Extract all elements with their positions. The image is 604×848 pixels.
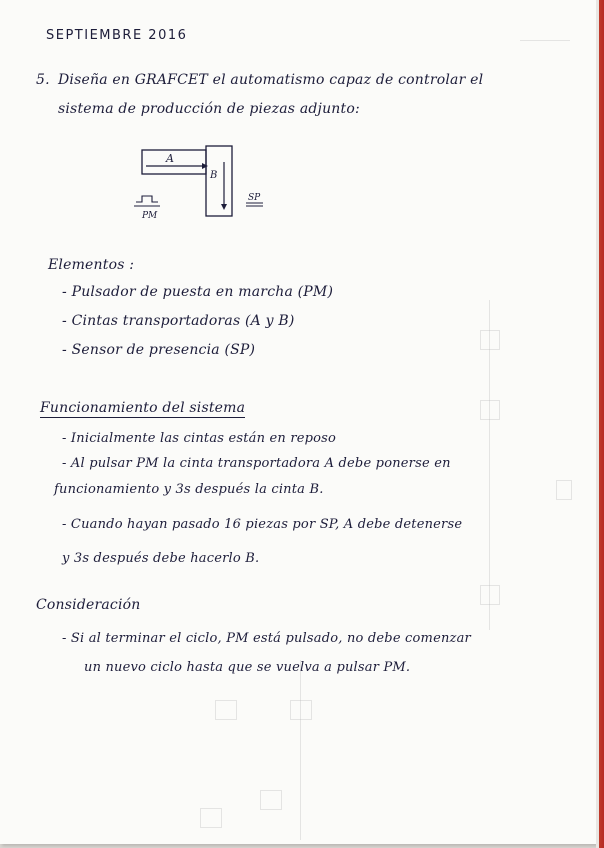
functioning-item-start-line-1: - Al pulsar PM la cinta transportadora A debe ponerse en <box>62 456 451 471</box>
elements-item-sensor: - Sensor de presencia (SP) <box>62 342 256 358</box>
sensor-sp-label: SP <box>248 193 261 203</box>
functioning-heading <box>40 400 245 416</box>
functioning-heading-text: Funcionamiento del sistema <box>40 400 246 416</box>
conveyor-b-arrowhead <box>221 204 227 210</box>
pushbutton-pm-symbol <box>136 196 158 202</box>
problem-number: 5. <box>36 72 50 88</box>
elements-item-pm: - Pulsador de puesta en marcha (PM) <box>62 284 334 300</box>
functioning-item-stop-line-1: - Cuando hayan pasado 16 piezas por SP, A debe detenerse <box>62 517 463 532</box>
functioning-item-stop-line-2: y 3s después debe hacerlo B. <box>62 551 260 566</box>
problem-statement-line-1: Diseña en GRAFCET el automatismo capaz de controlar el <box>58 72 484 88</box>
conveyor-a-box <box>142 150 206 174</box>
functioning-item-initial: - Inicialmente las cintas están en reposo <box>62 431 337 446</box>
conveyor-a-label: A <box>166 152 174 165</box>
page-date: SEPTIEMBRE 2016 <box>46 28 188 43</box>
considerations-heading: Consideración <box>36 597 141 613</box>
functioning-item-start-line-2: funcionamiento y 3s después la cinta B. <box>54 482 324 497</box>
pushbutton-pm-label: PM <box>142 211 158 221</box>
conveyor-b-label: B <box>210 170 218 181</box>
problem-statement-line-2: sistema de producción de piezas adjunto: <box>58 101 360 117</box>
notebook-red-edge <box>596 0 604 848</box>
elements-heading: Elementos : <box>48 257 135 273</box>
conveyor-b-box <box>206 146 232 216</box>
production-system-diagram <box>120 140 290 230</box>
conveyor-a-arrowhead <box>202 163 208 169</box>
elements-item-conveyors: - Cintas transportadoras (A y B) <box>62 313 295 329</box>
considerations-item-line-2: un nuevo ciclo hasta que se vuelva a pulsar PM. <box>84 660 411 675</box>
considerations-item-line-1: - Si al terminar el ciclo, PM está pulsado, no debe comenzar <box>62 631 471 646</box>
